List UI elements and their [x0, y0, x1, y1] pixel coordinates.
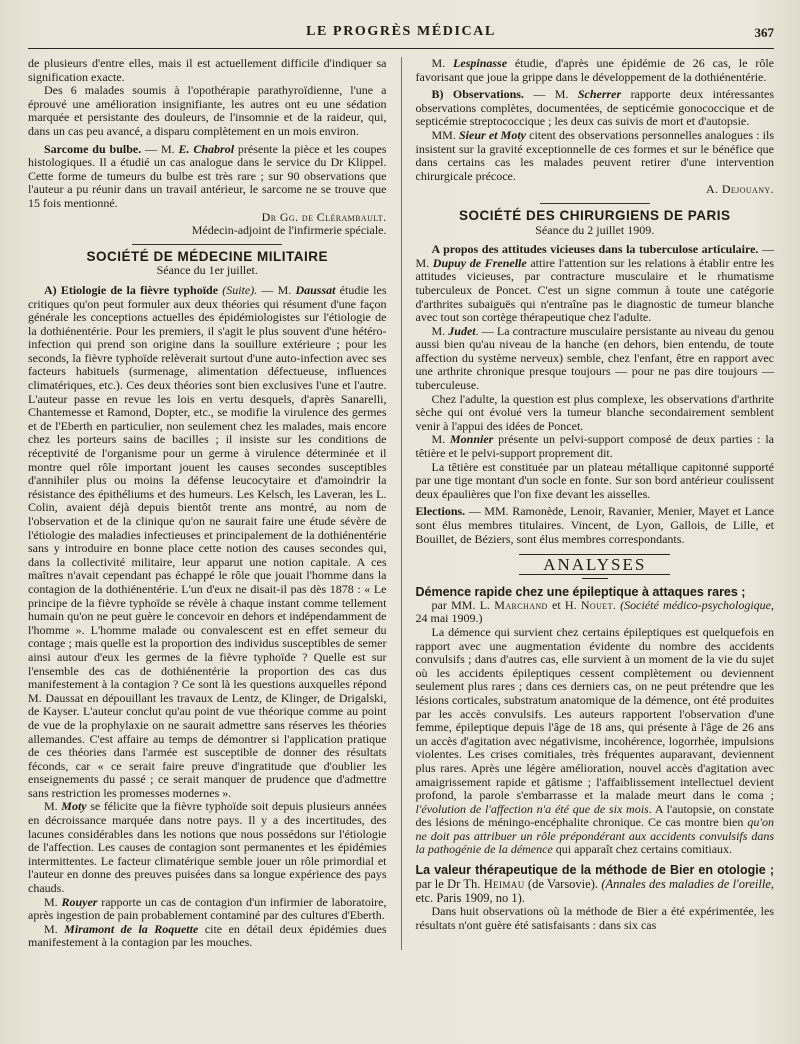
- page-number: 367: [754, 25, 774, 40]
- moty-paragraph: M. Moty se félicite que la fièvre typhoïde soit depuis plusieurs années en décroissance marquée dans notre pays. Il y a des incertitudes, des lacunes considérables dans les notions que nous possédons sur l'étiologie de l'affection. Les causes de contagion sont permanentes et les épidémies intermittentes. Le facteur climatérique semble jouer un rôle primordial et l'auteur en donne des preuves puisées dans sa longue expérience des pays chauds.: [28, 799, 387, 896]
- author-name: Scherrer: [577, 87, 622, 102]
- author-name: Judet: [448, 323, 476, 338]
- heading-ornament: [582, 578, 608, 579]
- sarcome-paragraph: Sarcome du bulbe. — M. E. Chabrol présente la pièce et les coupes histologiques. Il a étudié un cas analogue dans le service du Dr Klippel. Cette forme de tumeurs du bulbe est très rare ; sur 90 observations que l'auteur a pu réunir dans un travail antérieur, le sarcome ne se trouve que 15 fois mentionné.: [28, 141, 387, 210]
- author-name: Rouyer: [61, 894, 98, 909]
- signature-title: Médecin-adjoint de l'infirmerie spéciale.: [191, 223, 387, 238]
- sieur-paragraph: MM. Sieur et Moty citent des observations personnelles analogues : ils insistent sur la gravité exceptionnelle de ces formes et sur le bénéfice que dans certains cas les malades peuvent retirer d'une intervention chirurgicale précoce.: [415, 127, 774, 183]
- section-rule: [540, 203, 650, 204]
- author-name: Daussat: [295, 282, 336, 297]
- author-name: Lespinasse: [453, 56, 508, 70]
- author-name: Moty: [61, 799, 87, 814]
- right-column: [402, 57, 775, 950]
- observations-paragraph: B) Observations. — M. Scherrer rapporte deux intéressantes observations complètes, documentées, de septicémie gonococcique et de septicémie streptococcique ; les deux cas suivis de mort et d'autopsie.: [415, 87, 774, 129]
- left-column: [28, 57, 402, 950]
- run-in-heading: A propos des attitudes vicieuses dans la tuberculose articulaire.: [431, 242, 759, 257]
- article-byline: par MM. L. Marchand et H. Nouet. (Société médico-psychologique, 24 mai 1909.): [415, 597, 774, 626]
- run-in-heading: B) Observations.: [431, 87, 524, 102]
- paragraph: Chez l'adulte, la question est plus complexe, les observations d'arthrite sèche qui ont évolué vers la tumeur blanche secondairement semblent venir à l'appui des idées de Poncet.: [415, 391, 774, 433]
- analyses-heading-block: [416, 554, 775, 579]
- section-date: Séance du 1er juillet.: [156, 263, 258, 278]
- judet-paragraph: M. Judet. — La contracture musculaire persistante au niveau du genou aussi bien qu'au niveau de la hanche (en dehors, bien entendu, de toute affection du système nerveux) semble, chez l'enfant, être en rapport avec une arthrite chronique presque toujours — pour ne pas dire toujours — tuberculeuse.: [415, 323, 774, 393]
- etiologie-paragraph: A) Etiologie de la fièvre typhoïde (Suite). — M. Daussat étudie les critiques qu'on peut formuler aux deux théories qui résument d'une façon générale les conceptions actuelles des épidémiologistes sur l'étiologie de la dothiénentérie. Pour les premiers, il s'agit le plus souvent d'une hétéro-infection qui prend son origine dans la souillure extérieure ; pour les seconds, la fièvre typhoïde relèverait surtout d'une auto-infection avec ses facteurs habituels (surmenage, alimentation défectueuse, influences climatériques, etc.). Ces deux théories sont bien exclusives l'une et l'autre. L'auteur passe en revue les lois en vertu desquels, d'après Sanarelli, Chantemesse et Ramond, Dopter, etc., se modifie la virulence des germes et de l'Eberth en particulier, non seulement chez les malades, mais encore chez les porteurs sains de bacilles ; il insiste sur les conditions de réceptivité de l'organisme pour un germe à virulence déterminée et il montre quel rôle important jouent les causes secondes susceptibles d'annihiler plus ou moins la défense leucocytaire et d'amoindrir la résistance des épithéliums et des humeurs. Les Kelsch, les Laveran, les L. Colin, avaient déjà depuis bientôt trente ans montré, au nom de l'observation et de la clinique qu'on ne saurait faire une étude sévère de l'étiologie des maladies infectieuses et principalement de la dothiénentérie sans y introduire en bonne place cette notion des causes secondes qui, dans la collectivité militaire, leur apparut une notion capitale. A ces maîtres n'avait cependant pas échappé le rôle que jouait l'homme dans la contagion de la dothiénentérie. L'un d'eux ne disait-il pas dès 1878 : « Le principe de la fièvre typhoïde se révèle à chaque instant comme tellement humain qu'on ne peut guère le concevoir en dehors et indépendamment de l'homme ». L'homme malade ou convalescent est en effet semeur du contage ; mais quelle est la proportion des individus susceptibles de semer ainsi autour d'eux les germes de la fièvre typhoïde ? Quelle est sur l'ensemble des cas de dothiénentérie la proportion des cas dus manifestement à la contagion ? Ce sont là les questions auxquelles répond M. Daussat en dépouillant les travaux de Lentz, de Klinger, de Drigalski, de Kayser. L'auteur conclut qu'au point de vue théorique comme au point de vue de la prophylaxie on ne saurait admettre sans réserves les théories allemandes. C'est affaire au temps de démontrer si l'application pratique de ces théories dans l'armée est susceptible de donner des résultats féconds, car « ce serait faire preuve d'ingratitude que d'oublier les enseignements du passé ; ce serait manquer de prudence que d'admettre sans restriction les promesses modernes ».: [28, 282, 387, 800]
- author-name: Sieur et Moty: [459, 127, 526, 142]
- run-in-heading: A) Etiologie de la fièvre typhoïde: [44, 282, 219, 297]
- paragraph: La têtière est constituée par un plateau métallique capitonné supporté par une tige montant d'un socle en fonte. Sur son bord antérieur coulissent deux épaulières que l'on fixe devant les aisselles.: [415, 459, 774, 501]
- page-header: [28, 22, 774, 49]
- article-body: Dans huit observations où la méthode de Bier a été expérimentée, les résultats n'ont guère été satisfaisants : dans six cas: [415, 904, 774, 932]
- section-date: Séance du 2 juillet 1909.: [535, 222, 655, 237]
- lespinasse-paragraph: M. Lespinasse étudie, d'après une épidémie de 26 cas, le rôle favorisant que joue la grippe dans le développement de la dothiénentérie.: [415, 56, 774, 84]
- author-name: Monnier: [450, 432, 494, 447]
- section-title: SOCIÉTÉ DE MÉDECINE MILITAIRE: [86, 248, 328, 264]
- signature: A. Dejouany.: [705, 182, 774, 197]
- signature: Dr Gg. de Clérambault.: [261, 209, 387, 224]
- run-in-heading: Sarcome du bulbe.: [44, 141, 142, 156]
- section-title: SOCIÉTÉ DES CHIRURGIENS DE PARIS: [458, 207, 731, 223]
- article-title: Démence rapide chez une épileptique à attaques rares ;: [415, 584, 746, 599]
- miramont-paragraph: M. Miramont de la Roquette cite en détail deux épidémies dues manifestement à la contagion par les mouches.: [28, 921, 387, 950]
- run-in-heading: Elections.: [415, 504, 466, 519]
- two-column-body: [28, 57, 774, 950]
- paragraph: de plusieurs d'entre elles, mais il est actuellement difficile d'indiquer sa signification exacte.: [28, 56, 387, 84]
- article-title: La valeur thérapeutique de la méthode de Bier en otologie ; par le Dr Th. Heimau (de Varsovie). (Annales des maladies de l'oreille, etc. Paris 1909, no 1).: [415, 863, 775, 906]
- analyses-title: ANALYSES: [519, 554, 670, 575]
- attitudes-paragraph: A propos des attitudes vicieuses dans la tuberculose articulaire. — M. Dupuy de Frenelle attire l'attention sur les relations à établir entre les attitudes vicieuses, par contracture musculaire et le rhumatisme tuberculeux de Poncet. C'est un signe commun à toute une catégorie d'arthrites subaiguës qui n'entraîne pas le diagnostic de tumeur blanche avec tout son cortège thérapeutique chez l'adulte.: [415, 242, 774, 325]
- elections-paragraph: Elections. — MM. Ramonède, Lenoir, Ravanier, Menier, Mayet et Lance sont élus membres titulaires. Vincent, de Lyon, Gallois, de Lille, et Bouillet, de Béziers, sont élus membres correspondants.: [415, 504, 774, 546]
- journal-title: LE PROGRÈS MÉDICAL: [306, 24, 496, 39]
- paragraph: Des 6 malades soumis à l'opothérapie parathyroïdienne, l'une a éprouvé une amélioration insignifiante, les autres ont eu une sédation marquée et persistante des douleurs, de l'insomnie et de la raideur, qui, dans un cas peu avancé, a disparu complètement en un mois environ.: [28, 83, 387, 138]
- author-name: E. Chabrol: [178, 141, 235, 156]
- author-name: Miramont de la Roquette: [64, 921, 199, 936]
- article-body: La démence qui survient chez certains épileptiques est quelquefois en rapport avec une augmentation évidente du nombre des accidents convulsifs ; dans d'autres cas, elle survient à un moment de la vie du sujet où les accidents épileptiques cessent complètement ou deviennent seulement plus rares ; dans ces derniers cas, on ne peut prétendre que les lésions corticales, substratum anatomique de la démence, ont été produites par les accès convulsifs. Les auteurs rapportent l'observation d'une femme, épileptique depuis l'âge de 18 ans, qui présente à l'âge de 26 ans un accès d'agitation avec négativisme, incohérence, logorrhée, impulsions violentes. Les crises comitiales, très fréquentes auparavant, deviennent plus rares. Après une légère amélioration, nouvel accès d'agitation avec amaigrissement rapide et gâtisme ; l'affaiblissement intellectuel devient profond, la parole s'embarrasse et la malade meurt dans le coma ; l'évolution de l'affection n'a été que de six mois. A l'autopsie, on constate des lésions de méningo-encéphalite chronique. Ce cas montre bien qu'on ne doit pas attribuer un rôle prépondérant aux accidents convulsifs dans la pathogénie de la démence qui apparaît chez certains comitiaux.: [415, 624, 774, 857]
- author-name: Dupuy de Frenelle: [432, 255, 527, 270]
- monnier-paragraph: M. Monnier présente un pelvi-support composé de deux parties : la têtière et le pelvi-support proprement dit.: [415, 432, 774, 461]
- rouyer-paragraph: M. Rouyer rapporte un cas de contagion d'un infirmier de laboratoire, après ingestion de pain probablement contaminé par des cultures d'Eberth.: [28, 894, 387, 923]
- section-rule: [132, 244, 282, 245]
